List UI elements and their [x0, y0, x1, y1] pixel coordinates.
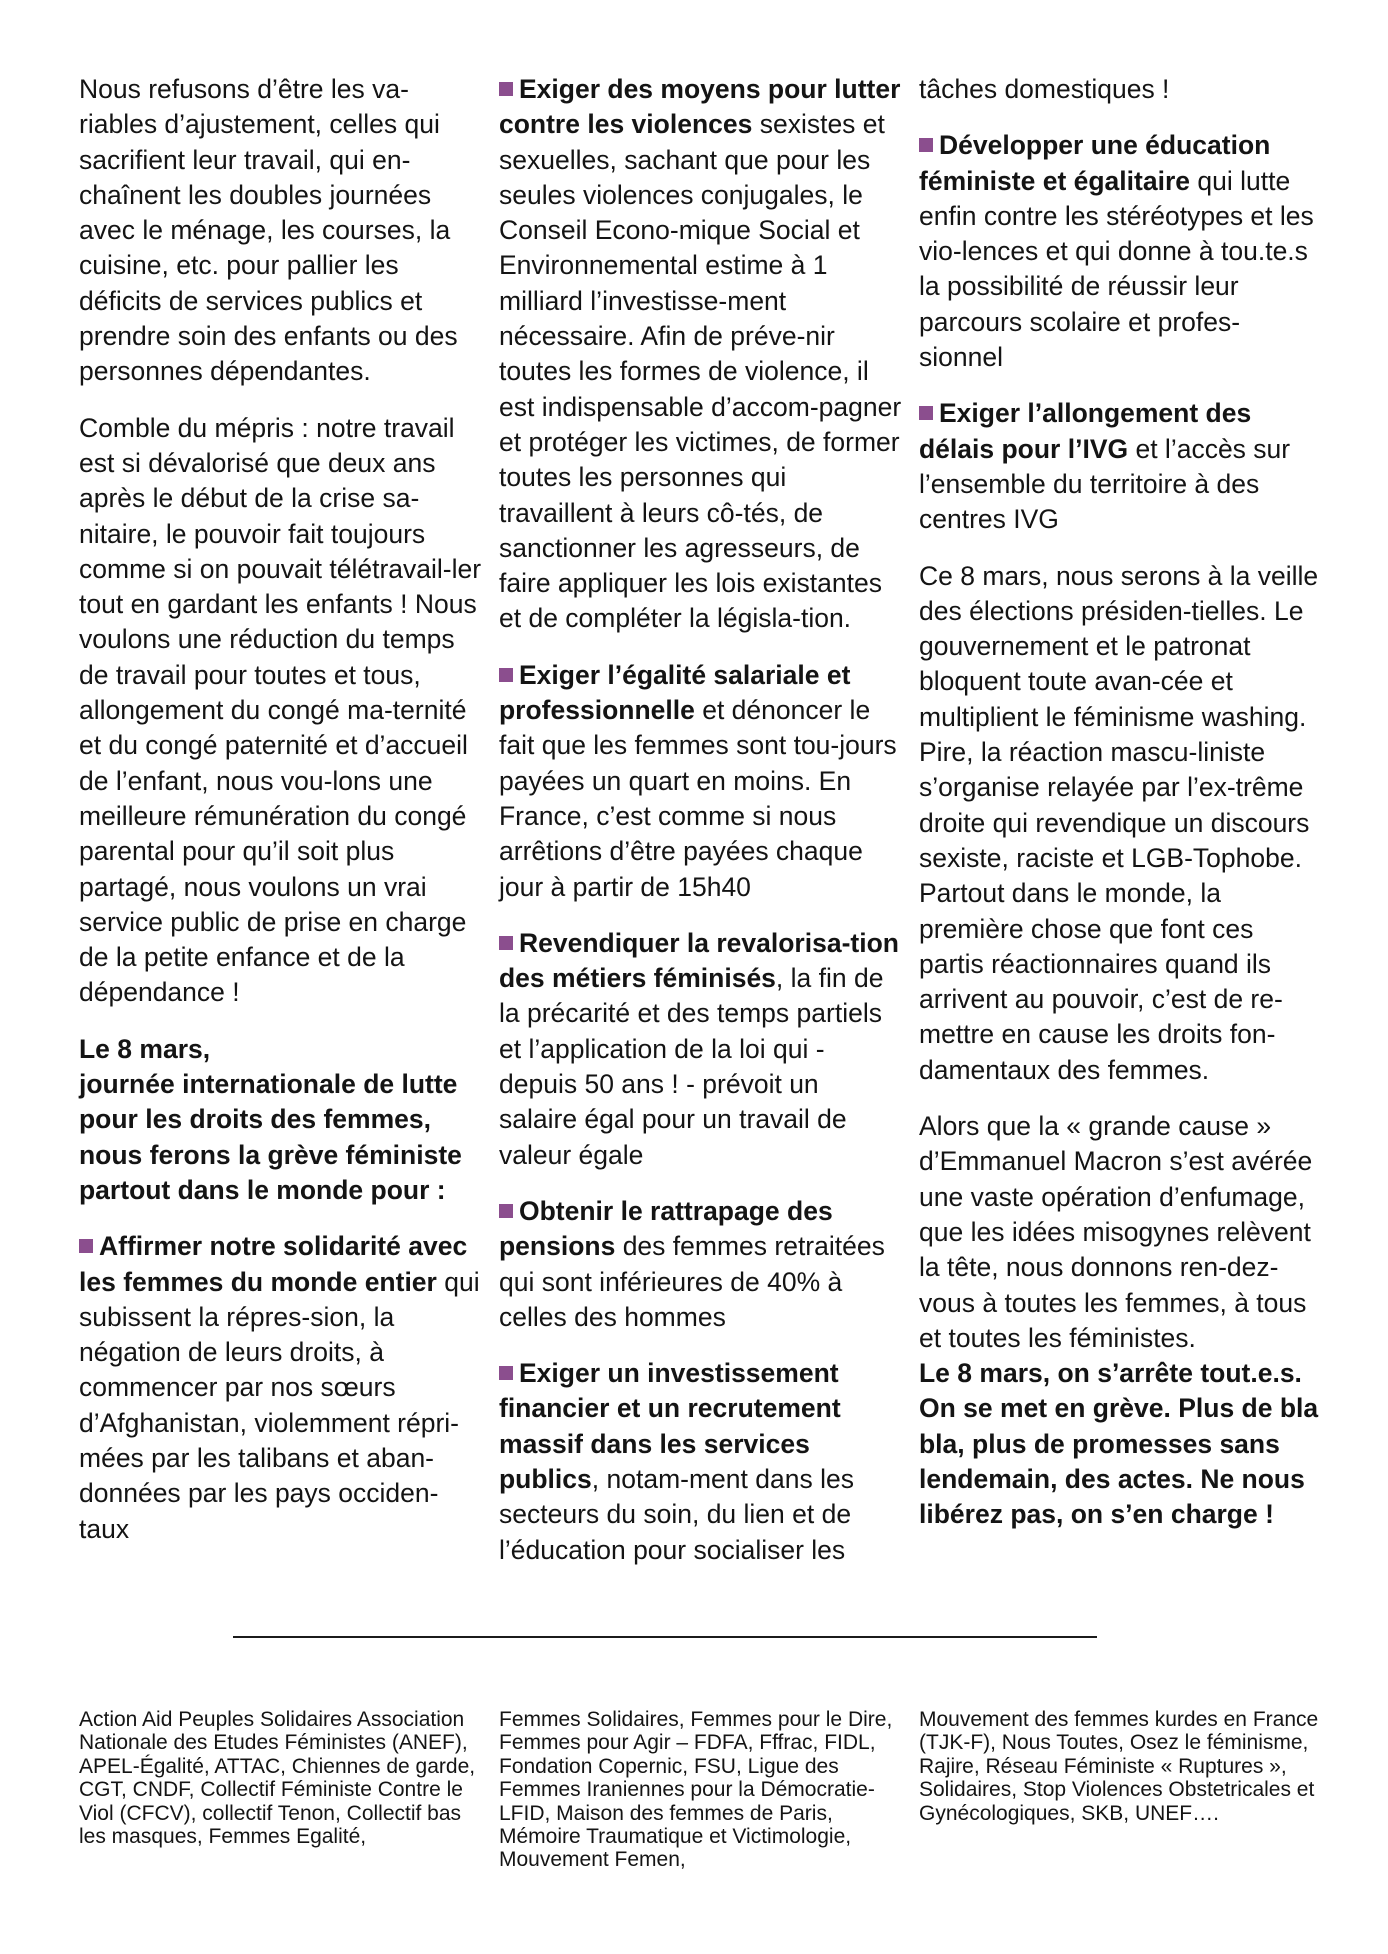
closing-text: Alors que la « grande cause » d’Emmanuel Macron s’est avérée une vaste opération d’enfumage, que les idées misogynes relèvent la tête, nous donnons ren-dez-vous à toutes les femmes, à tous et toutes les féministes.	[919, 1111, 1313, 1353]
square-bullet-icon	[499, 1366, 513, 1380]
demand-text: et l’accès sur l’ensemble du territoire à des centres IVG	[919, 433, 1291, 535]
signatories-column-3: Mouvement des femmes kurdes en France (TJK-F), Nous Toutes, Osez le féminisme, Rajire, Réseau Féministe « Ruptures », Solidaires, Stop Violences Obstetricales et Gynécologiques, SKB, UNEF….	[919, 1708, 1319, 1825]
square-bullet-icon	[919, 138, 933, 152]
column-1	[79, 72, 484, 1568]
demand-item	[499, 1356, 904, 1568]
closing-slogan: Le 8 mars, on s’arrête tout.e.s. On se met en grève. Plus de bla bla, plus de promesses sans lendemain, des actes. Ne nous libérez pas, on s’en charge !	[919, 1358, 1319, 1530]
paragraph: Ce 8 mars, nous serons à la veille des élections présiden-tielles. Le gouvernement et le patronat bloquent toute avan-cée et multiplient le féminisme washing. Pire, la réaction mascu-liniste s’organise relayée par l’ex-trême droite qui revendique un discours sexiste, raciste et LGB-Tophobe. Partout dans le monde, la première chose que font ces partis réactionnaires quand ils arrivent au pouvoir, c’est de re-mettre en cause les droits fon-damentaux des femmes.	[919, 560, 1319, 1085]
demand-title: Développer une éducation féministe et égalitaire	[919, 130, 1271, 196]
demand-text: qui subissent la répres-sion, la négation de leurs droits, à commencer par nos sœurs d’Afghanistan, violemment répri-mées par les talibans et aban-données par les pays occiden-taux	[79, 1266, 480, 1544]
demand-title: Exiger des moyens pour lutter contre les violences	[499, 74, 901, 140]
demand-title: Obtenir le rattrapage des pensions	[499, 1195, 833, 1262]
square-bullet-icon	[499, 668, 513, 682]
demand-text: des femmes retraitées qui sont inférieures de 40% à celles des hommes	[499, 1231, 885, 1332]
demand-title: Exiger l’allongement des délais pour l’IVG	[919, 398, 1252, 464]
closing-paragraph	[919, 1109, 1324, 1533]
square-bullet-icon	[499, 1204, 513, 1218]
demand-text: , notam-ment dans les secteurs du soin, du lien et de l’éducation pour socialiser les	[499, 1463, 854, 1565]
divider	[233, 1636, 1097, 1638]
demand-title: Exiger un investissement financier et un recrutement massif dans les services publics	[499, 1358, 841, 1494]
call-text: journée internationale de lutte pour les droits des femmes, nous ferons la grève féministe partout dans le monde pour :	[79, 1069, 462, 1205]
demand-title: Affirmer notre solidarité avec les femmes du monde entier	[79, 1231, 468, 1297]
paragraph: Nous refusons d’être les va-riables d’ajustement, celles qui sacrifient leur travail, qui en-chaînent les doubles journées avec le ménage, les courses, la cuisine, etc. pour pallier les déficits de services publics et prendre soin des enfants ou des personnes dépendantes.	[79, 74, 458, 387]
demand-title: Revendiquer la revalorisa-tion des métiers féminisés	[499, 927, 899, 994]
demand-title: Exiger l’égalité salariale et professionnelle	[499, 659, 851, 726]
demand-item	[919, 128, 1324, 375]
demand-text: sexistes et sexuelles, sachant que pour les seules violences conjugales, le Conseil Econo-mique Social et Environnemental estime à 1 milliard l’investisse-ment nécessaire. Afin de préve-nir toutes les formes de violence, il est indispensable d’accom-pagner et protéger les victimes, de former toutes les personnes qui travaillent à leurs cô-tés, de sanctionner les agresseurs, de faire appliquer les lois existantes et de compléter la législa-tion.	[499, 109, 902, 634]
demand-text: et dénoncer le fait que les femmes sont tou-jours payées un quart en moins. En France, c’est comme si nous arrêtions d’être payées chaque jour à partir de 15h40	[499, 695, 897, 902]
demand-item	[499, 658, 904, 905]
demand-item	[919, 396, 1324, 537]
demand-item	[499, 72, 904, 637]
demand-text: qui lutte enfin contre les stéréotypes et les vio-lences et qui donne à tou.te.s la possibilité de réussir leur parcours scolaire et profes-sionnel	[919, 165, 1314, 373]
column-3	[919, 72, 1324, 1554]
square-bullet-icon	[499, 82, 513, 96]
square-bullet-icon	[499, 936, 513, 950]
demand-text: , la fin de la précarité et des temps partiels et l’application de la loi qui - depuis 50 ans ! - prévoit un salaire égal pour un travail de valeur égale	[499, 963, 884, 1170]
demand-item	[79, 1229, 484, 1547]
column-2	[499, 72, 904, 1589]
call-to-strike	[79, 1032, 484, 1208]
paragraph: Comble du mépris : notre travail est si dévalorisé que deux ans après le début de la crise sa-nitaire, le pouvoir fait toujours comme si on pouvait télétravail-ler tout en gardant les enfants ! Nous voulons une réduction du temps de travail pour toutes et tous, allongement du congé ma-ternité et du congé paternité et d’accueil de l’enfant, nous vou-lons une meilleure rémunération du congé parental pour qu’il soit plus partagé, nous voulons un vrai service public de prise en charge de la petite enfance et de la dépendance !	[79, 412, 482, 1008]
square-bullet-icon	[919, 406, 933, 420]
demand-continuation: tâches domestiques !	[919, 74, 1170, 104]
signatories-column-1: Action Aid Peuples Solidaires Association Nationale des Etudes Féministes (ANEF), APEL-Égalité, ATTAC, Chiennes de garde, CGT, CNDF, Collectif Féministe Contre le Viol (CFCV), collectif Tenon, Collectif bas les masques, Femmes Egalité,	[79, 1708, 476, 1849]
square-bullet-icon	[79, 1239, 93, 1253]
demand-item	[499, 926, 904, 1173]
call-date: Le 8 mars,	[79, 1033, 211, 1064]
signatories-column-2: Femmes Solidaires, Femmes pour le Dire, Femmes pour Agir – FDFA, Fffrac, FIDL, Fondation Copernic, FSU, Ligue des Femmes Iraniennes pour la Démocratie-LFID, Maison des femmes de Paris, Mémoire Traumatique et Victimologie, Mouvement Femen,	[499, 1708, 893, 1872]
demand-item	[499, 1194, 904, 1335]
